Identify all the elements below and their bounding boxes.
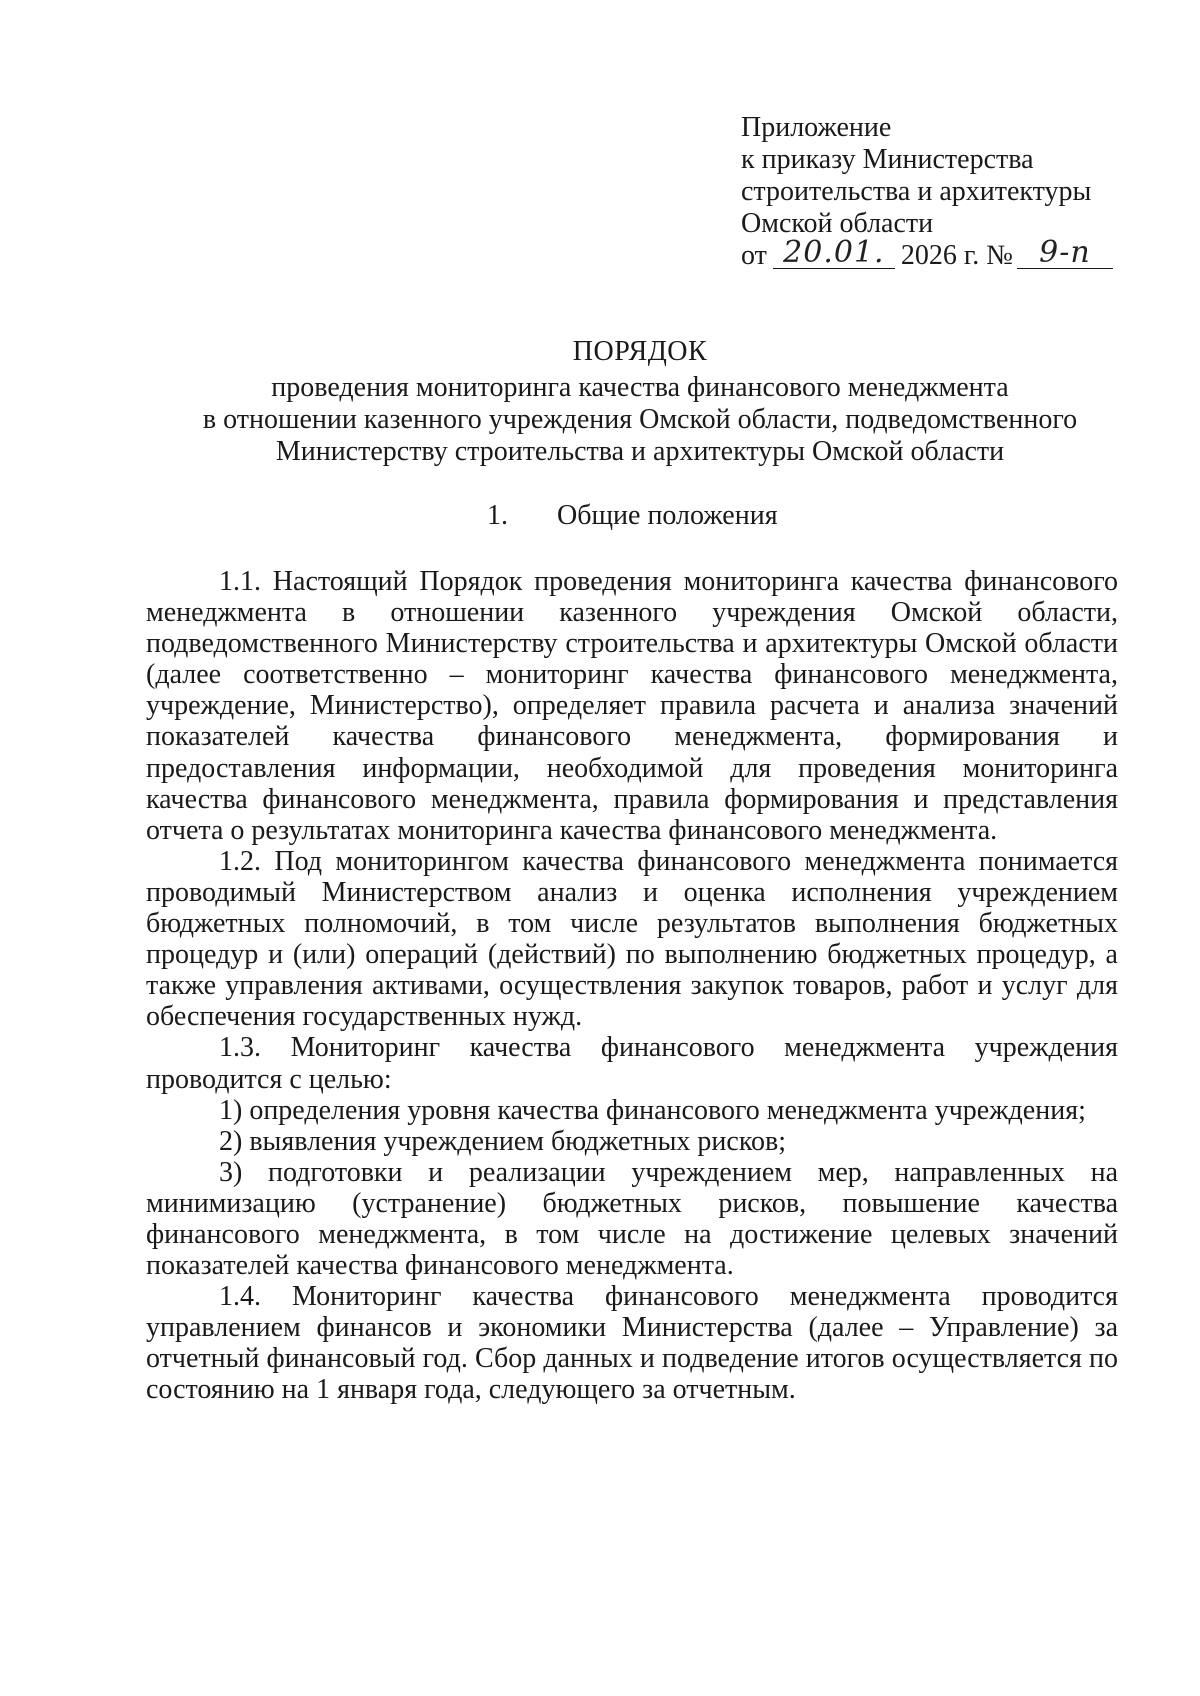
- document-title: [120, 336, 1160, 468]
- attachment-block: [741, 112, 1121, 272]
- section-title: Общие положения: [557, 500, 778, 531]
- title-line-1: проведения мониторинга качества финансового менеджмента: [271, 372, 1009, 403]
- list-item-2: 2) выявления учреждением бюджетных рисков;: [219, 1125, 786, 1157]
- handwritten-number: 9-п: [1039, 235, 1091, 270]
- paragraph-1-2: 1.2. Под мониторингом качества финансового менеджмента понимается проводимый Министерством анализ и оценка исполнения учреждением бюджетных полномочий, в том числе результатов выполнения бюджетных процедур и (или) операций (действий) по выполнению бюджетных процедур, а также управления активами, осуществления закупок товаров, работ и услуг для обеспечения государственных нужд.: [146, 845, 1118, 1033]
- paragraph-1-1: 1.1. Настоящий Порядок проведения мониторинга качества финансового менеджмента в отношении казенного учреждения Омской области, подведомственного Министерству строительства и архитектуры Омской области (далее соответственно – мониторинг качества финансового менеджмента, учреждение, Министерство), определяет правила расчета и анализа значений показателей качества финансового менеджмента, формирования и предоставления информации, необходимой для проведения мониторинга качества финансового менеджмента, правила формирования и представления отчета о результатах мониторинга качества финансового менеджмента.: [146, 566, 1118, 846]
- title-line-2: в отношении казенного учреждения Омской области, подведомственного: [202, 404, 1078, 435]
- handwritten-date: 20.01.: [783, 235, 885, 270]
- paragraph-1-4: 1.4. Мониторинг качества финансового менеджмента проводится управлением финансов и экономики Министерства (далее – Управление) за отчетный финансовый год. Сбор данных и подведение итогов осуществляется по состоянию на 1 января года, следующего за отчетным.: [146, 1281, 1118, 1406]
- attachment-line-2: к приказу Министерства: [741, 144, 1034, 175]
- title-line-3: Министерству строительства и архитектуры Омской области: [275, 436, 1005, 467]
- list-item-1: 1) определения уровня качества финансового менеджмента учреждения;: [219, 1094, 1086, 1126]
- handwritten-date-field: [773, 235, 895, 270]
- attachment-line-4: Омской области: [741, 208, 934, 239]
- date-prefix: от: [741, 240, 767, 271]
- title-main: ПОРЯДОК: [572, 336, 708, 367]
- order-year: 2026 г. №: [900, 240, 1013, 271]
- section-number: 1.: [487, 500, 508, 531]
- attachment-line-1: Приложение: [741, 112, 892, 143]
- attachment-line-3: строительства и архитектуры: [741, 176, 1092, 207]
- body-text: [146, 566, 1118, 1406]
- paragraph-1-3: 1.3. Мониторинг качества финансового менеджмента учреждения проводится с целью:: [146, 1032, 1118, 1095]
- order-date-line: [741, 235, 1121, 272]
- handwritten-number-field: [1017, 235, 1113, 270]
- list-item-3: 3) подготовки и реализации учреждением мер, направленных на минимизацию (устранение) бюджетных рисков, повышение качества финансового менеджмента, в том числе на достижение целевых значений показателей качества финансового менеджмента.: [146, 1156, 1118, 1282]
